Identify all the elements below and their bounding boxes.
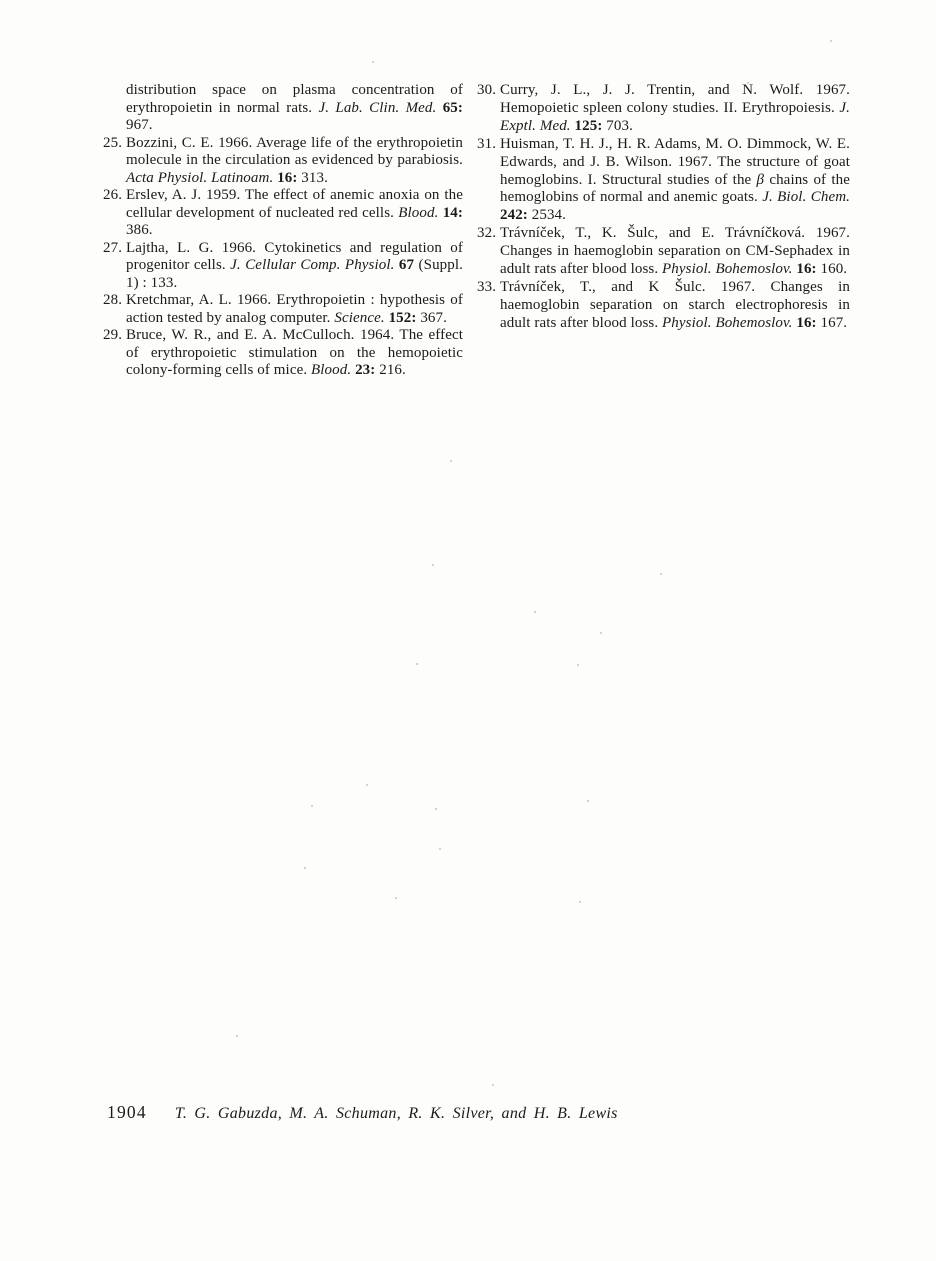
reference-text-segment: Bozzini, C. E. 1966. Average life of the erythropoietin molecule in the circulation as evidenced by parabiosis. <box>126 134 463 168</box>
reference-number: 33. <box>477 278 497 295</box>
reference-entry <box>103 327 463 380</box>
scan-speck <box>492 1084 494 1086</box>
reference-entry <box>103 240 463 293</box>
reference-text-segment: distribution space on plasma concentration of erythropoietin in normal rats. <box>126 82 463 116</box>
reference-text-segment: 167. <box>816 314 848 331</box>
references-right-column <box>477 82 850 333</box>
scan-speck <box>372 61 374 63</box>
reference-text-segment: Curry, J. L., J. J. Trentin, and N. Wolf. 1967. Hemopoietic spleen colony studies. II. Erythropoiesis. <box>500 82 850 116</box>
reference-text-segment: Science. <box>334 309 385 326</box>
reference-number: 27. <box>103 239 123 256</box>
reference-number: 29. <box>103 327 123 343</box>
scan-speck <box>450 460 452 462</box>
scan-speck <box>600 632 602 634</box>
running-authors: T. G. Gabuzda, M. A. Schuman, R. K. Silver, and H. B. Lewis <box>174 1105 618 1122</box>
scan-speck <box>660 573 662 575</box>
reference-text-segment: 16: <box>796 314 817 331</box>
scan-speck <box>432 564 434 566</box>
reference-text-segment: 967. <box>126 117 153 133</box>
reference-text-segment: Blood. <box>311 362 352 378</box>
reference-text-segment: chains of the hemoglobins of normal and anemic goats. <box>500 171 850 206</box>
reference-text-segment: 125: <box>574 117 603 134</box>
scan-speck <box>830 40 832 42</box>
reference-text-segment: 160. <box>816 261 848 278</box>
reference-number: 30. <box>477 82 497 98</box>
scan-speck <box>416 663 418 665</box>
scan-speck <box>577 664 579 666</box>
reference-text-segment: Trávníček, T., K. Šulc, and E. Trávníčková. 1967. Changes in haemoglobin separation on CM-Sephadex in adult rats after blood loss. <box>500 225 850 278</box>
scan-speck <box>395 897 397 899</box>
reference-text-segment: 16: <box>796 261 817 278</box>
reference-text-segment: Blood. <box>398 204 439 221</box>
reference-text-segment: Kretchmar, A. L. 1966. Erythropoietin : hypothesis of action tested by analog computer. <box>126 292 463 326</box>
reference-text-segment: Erslev, A. J. 1959. The effect of anemic anoxia on the cellular development of nucleated red cells. <box>126 187 463 221</box>
scan-speck <box>439 848 441 850</box>
reference-text-segment: 313. <box>297 169 328 186</box>
reference-entry <box>477 136 850 226</box>
scan-speck <box>435 808 437 810</box>
reference-text-segment: 152: <box>388 309 417 326</box>
reference-number: 28. <box>103 292 123 308</box>
reference-entry <box>477 82 850 136</box>
reference-entry <box>103 187 463 240</box>
reference-text-segment: Bruce, W. R., and E. A. McCulloch. 1964. The effect of erythropoietic stimulation on the hemopoietic colony-forming cells of mice. <box>126 327 463 378</box>
reference-text-segment: 386. <box>126 222 153 238</box>
reference-text-segment: 2534. <box>527 207 567 224</box>
reference-entry <box>103 135 463 188</box>
reference-text-segment: 703. <box>602 117 633 134</box>
reference-text-segment: (Suppl. 1) : 133. <box>126 257 463 291</box>
reference-number: 25. <box>103 134 123 151</box>
reference-number: 26. <box>103 187 123 203</box>
scan-speck <box>579 901 581 903</box>
reference-text-segment: Physiol. Bohemoslov. <box>662 261 793 278</box>
scan-speck <box>236 1035 238 1037</box>
scan-speck <box>304 867 306 869</box>
reference-text-segment: 367. <box>416 309 447 326</box>
reference-text-segment: 242: <box>500 207 528 224</box>
reference-text-segment: J. Biol. Chem. <box>762 189 850 206</box>
scan-speck <box>311 805 313 807</box>
reference-entry <box>103 292 463 327</box>
reference-text-segment: 216. <box>375 362 406 378</box>
reference-text-segment: 16: <box>277 169 298 186</box>
reference-text-segment: Physiol. Bohemoslov. <box>662 314 793 331</box>
reference-number: 31. <box>477 135 497 152</box>
reference-entry <box>477 225 850 279</box>
reference-text-segment: 65: <box>442 99 463 116</box>
reference-number: 32. <box>477 225 497 242</box>
reference-text-segment: 67 <box>398 257 415 273</box>
reference-text-segment: Huisman, T. H. J., H. R. Adams, M. O. Dimmock, W. E. Edwards, and J. B. Wilson. 1967. The structure of goat hemoglobins. I. Structural studies of the <box>500 135 850 188</box>
page-number: 1904 <box>107 1102 147 1122</box>
references-left-column <box>103 82 463 380</box>
reference-text-segment: Lajtha, L. G. 1966. Cytokinetics and regulation of progenitor cells. <box>126 239 463 273</box>
reference-text-segment: J. Exptl. Med. <box>500 99 850 134</box>
reference-text-segment: Acta Physiol. Latinoam. <box>126 169 274 186</box>
scan-speck <box>747 82 749 84</box>
page-footer <box>107 1102 618 1123</box>
reference-text-segment: J. Cellular Comp. Physiol. <box>230 257 395 273</box>
reference-entry <box>103 82 463 135</box>
scan-speck <box>534 611 536 613</box>
scan-speck <box>587 800 589 802</box>
reference-entry <box>477 279 850 333</box>
reference-text-segment: 23: <box>355 362 376 378</box>
reference-text-segment: J. Lab. Clin. Med. <box>318 99 437 116</box>
scan-speck <box>366 784 368 786</box>
reference-text-segment: 14: <box>442 204 463 221</box>
reference-text-segment: β <box>756 171 765 188</box>
reference-text-segment: Trávníček, T., and K Šulc. 1967. Changes in haemoglobin separation on starch electrophoresis in adult rats after blood loss. <box>500 278 850 331</box>
